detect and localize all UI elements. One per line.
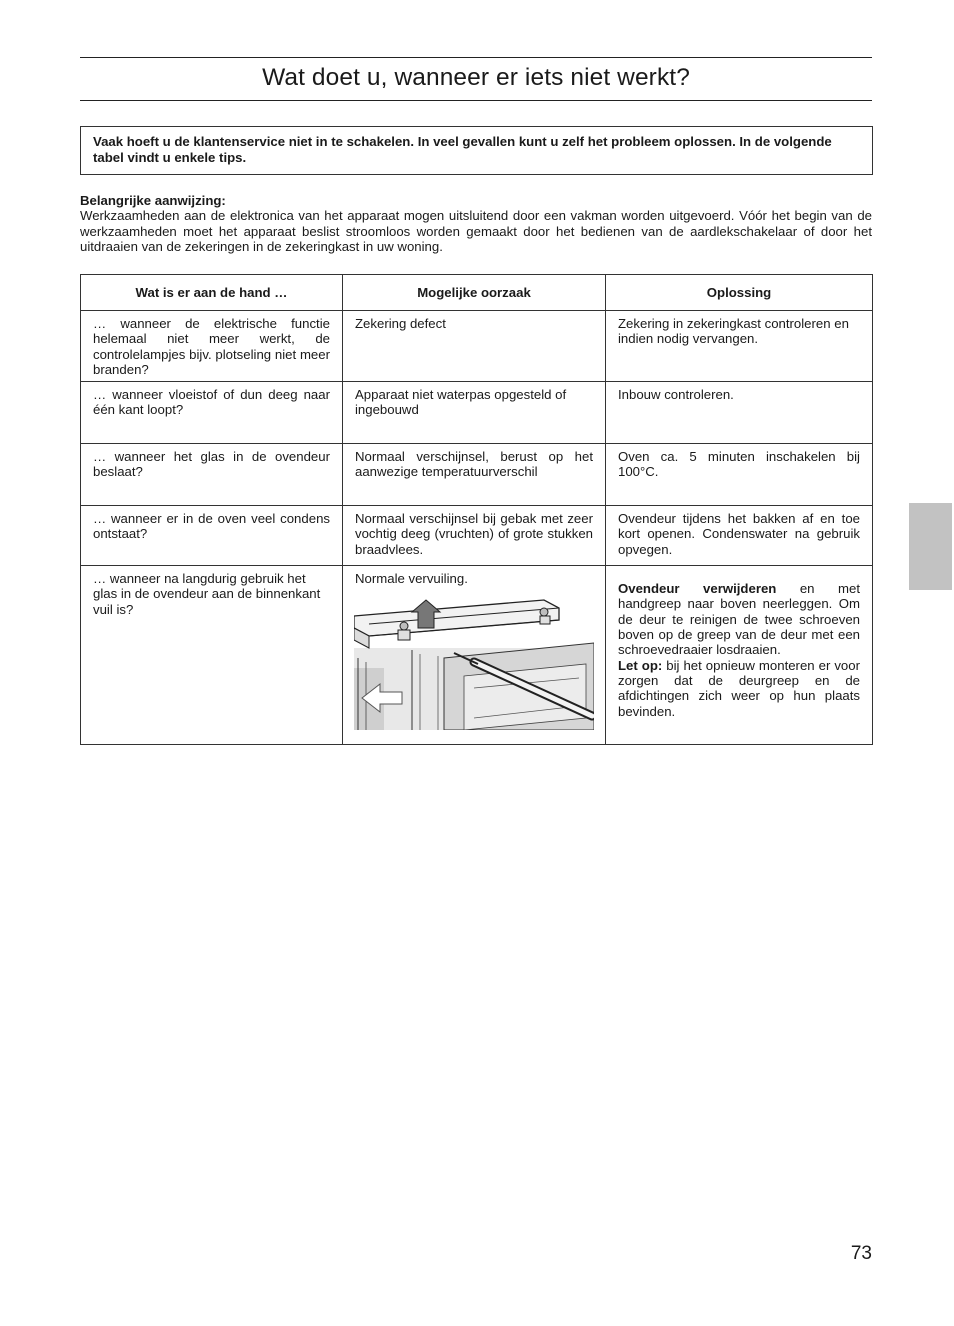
solution-cell: Oven ca. 5 minuten inschakelen bij 100°C. xyxy=(606,444,873,506)
page-title: Wat doet u, wanneer er iets niet werkt? xyxy=(262,64,690,91)
solution-bold: Ovendeur verwijderen xyxy=(618,581,777,597)
table-row xyxy=(81,506,873,566)
table-header-row xyxy=(81,275,873,311)
problem-cell: … wanneer na langdurig gebruik het glas in de ovendeur aan de binnenkant vuil is? xyxy=(81,566,343,745)
important-note xyxy=(80,193,872,254)
table-row xyxy=(81,444,873,506)
note-text: Werkzaamheden aan de elektronica van het apparaat mogen uitsluitend door een vakman worden uitgevoerd. Vóór het begin van de werkzaamheden moet het apparaat beslist stroomloos worden gemaakt door het bedienen van de aardlekschakelaar of door het uitdraaien van de zekeringen in de zekeringkast in uw woning. xyxy=(80,208,872,254)
table-row xyxy=(81,566,873,745)
solution-cell: Zekering in zekeringkast controleren en indien nodig vervangen. xyxy=(606,311,873,382)
problem-cell: … wanneer de elektrische functie helemaal niet meer werkt, de controlelampjes bijv. plotseling niet meer branden? xyxy=(81,311,343,382)
page-number: 73 xyxy=(850,1243,872,1264)
solution-note-text: bij het opnieuw monteren er voor zorgen dat de deurgreep en de afdichtingen zich weer op hun plaats bevinden. xyxy=(618,657,860,719)
cause-cell xyxy=(343,566,606,745)
cause-cell: Normaal verschijnsel bij gebak met zeer vochtig deeg (vruchten) of grote stukken braadvlees. xyxy=(343,506,606,566)
intro-box: Vaak hoeft u de klantenservice niet in te schakelen. In veel gevallen kunt u zelf het probleem oplossen. In de volgende tabel vindt u enkele tips. xyxy=(80,126,873,175)
problem-cell: … wanneer het glas in de ovendeur beslaat? xyxy=(81,444,343,506)
solution-body: en met handgreep naar boven neerleggen. Om de deur te reinigen de twee schroeven boven op de greep van de deur met een schroevedraaier losdraaien. xyxy=(618,581,860,658)
cause-text: Normale vervuiling. xyxy=(355,571,468,587)
solution-cell xyxy=(606,566,873,745)
cause-cell: Normaal verschijnsel, berust op het aanwezige temperatuurverschil xyxy=(343,444,606,506)
note-heading: Belangrijke aanwijzing: xyxy=(80,193,226,208)
oven-door-illustration xyxy=(354,598,594,730)
header-cause: Mogelijke oorzaak xyxy=(343,275,606,311)
cause-cell: Zekering defect xyxy=(343,311,606,382)
problem-cell: … wanneer er in de oven veel condens ontstaat? xyxy=(81,506,343,566)
header-problem: Wat is er aan de hand … xyxy=(81,275,343,311)
problem-cell: … wanneer vloeistof of dun deeg naar één kant loopt? xyxy=(81,382,343,444)
section-side-tab xyxy=(909,503,952,590)
troubleshooting-table xyxy=(80,274,873,745)
solution-cell: Ovendeur tijdens het bakken af en toe kort openen. Condenswater na gebruik opvegen. xyxy=(606,506,873,566)
table-row xyxy=(81,382,873,444)
solution-note-label: Let op: xyxy=(618,657,663,673)
table-row xyxy=(81,311,873,382)
cause-cell: Apparaat niet waterpas opgesteld of ingebouwd xyxy=(343,382,606,444)
title-bar xyxy=(80,57,872,101)
solution-text xyxy=(618,581,860,719)
header-solution: Oplossing xyxy=(606,275,873,311)
solution-cell: Inbouw controleren. xyxy=(606,382,873,444)
